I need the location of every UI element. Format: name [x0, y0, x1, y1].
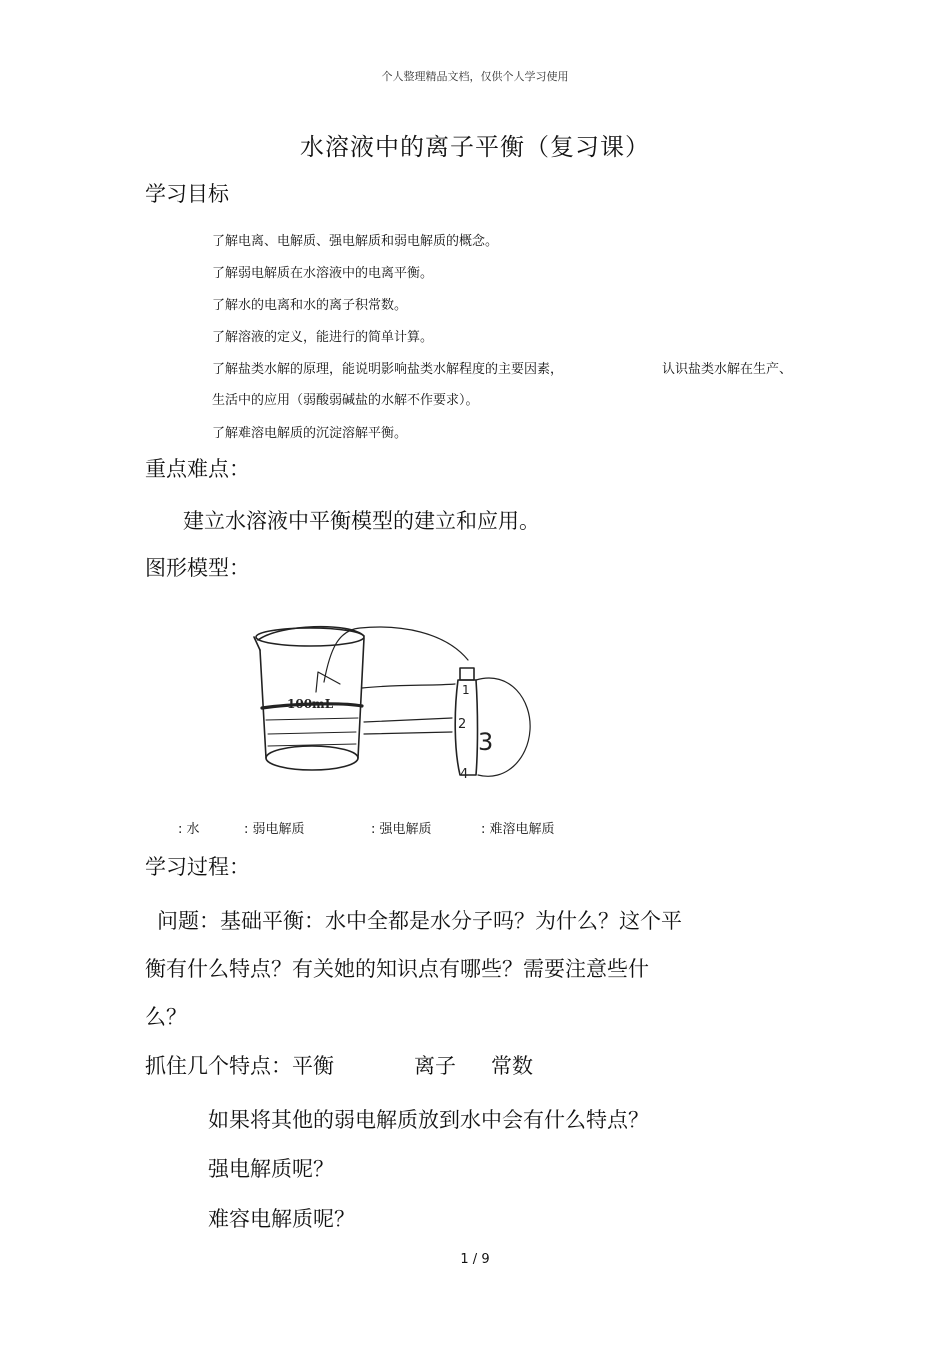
beaker-model-figure [240, 610, 540, 795]
follow-question: 难容电解质呢？ [208, 1207, 355, 1231]
process-heading: 学习过程： [145, 855, 250, 879]
beaker-bottom [266, 746, 358, 770]
key-heading: 重点难点： [145, 457, 250, 481]
goal-item-continuation: 认识盐类水解在生产、 [662, 362, 793, 377]
bottle-number: 4 [460, 767, 469, 782]
legend-water: : 水 [178, 822, 200, 837]
goal-item: 了解难溶电解质的沉淀溶解平衡。 [212, 426, 408, 441]
page-title: 水溶液中的离子平衡（复习课） [300, 133, 650, 161]
page-header: 个人整理精品文档，仅供个人学习使用 [381, 70, 569, 83]
legend-weak-electrolyte: : 弱电解质 [244, 822, 305, 837]
follow-question: 如果将其他的弱电解质放到水中会有什么特点？ [208, 1108, 649, 1132]
beaker-left-wall [260, 650, 266, 758]
beaker-volume-label: 100mL [287, 697, 334, 711]
goal-item: 了解盐类水解的原理，能说明影响盐类水解程度的主要因素， [212, 362, 564, 377]
beaker-rim-ellipse [256, 628, 364, 646]
point-constant: 常数 [491, 1054, 533, 1078]
bottle-number: 1 [462, 683, 470, 697]
goals-heading: 学习目标 [145, 182, 229, 206]
bottle-number: 2 [458, 717, 467, 732]
model-heading: 图形模型： [145, 556, 250, 580]
goal-item: 了解溶液的定义，能进行的简单计算。 [212, 330, 434, 345]
follow-question: 强电解质呢？ [208, 1157, 334, 1181]
legend-insoluble-electrolyte: : 难溶电解质 [481, 822, 555, 837]
point-ion: 离子 [414, 1054, 456, 1078]
bottle-number: 3 [478, 728, 494, 756]
goal-item: 生活中的应用（弱酸弱碱盐的水解不作要求）。 [212, 393, 479, 408]
beaker-right-wall [358, 638, 364, 758]
goal-item: 了解水的电离和水的离子积常数。 [212, 298, 408, 313]
bottle-cap [460, 668, 474, 680]
key-content: 建立水溶液中平衡模型的建立和应用。 [183, 509, 540, 533]
page-number: 1 / 9 [460, 1252, 490, 1267]
points-label: 抓住几个特点：平衡 [145, 1054, 334, 1078]
goal-item: 了解电离、电解质、强电解质和弱电解质的概念。 [212, 234, 499, 249]
question-line: 问题：基础平衡：水中全都是水分子吗？为什么？这个平 [157, 909, 682, 933]
goal-item: 了解弱电解质在水溶液中的电离平衡。 [212, 266, 434, 281]
question-line: 么？ [145, 1005, 187, 1029]
legend-strong-electrolyte: : 强电解质 [371, 822, 432, 837]
question-line: 衡有什么特点？有关她的知识点有哪些？需要注意些什 [145, 957, 649, 981]
